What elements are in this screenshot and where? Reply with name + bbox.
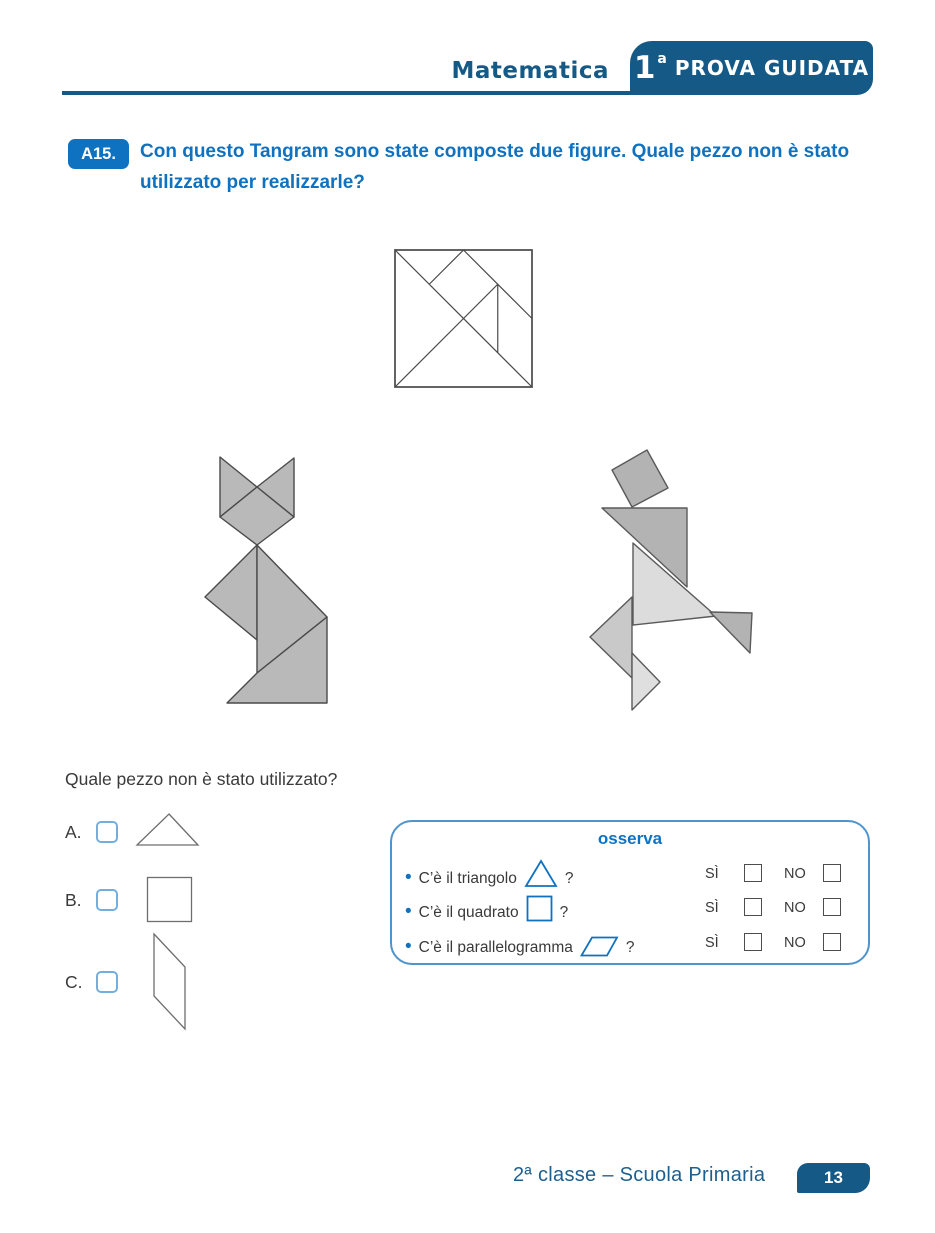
osserva-row-square: [405, 896, 568, 922]
sub-question-text: Quale pezzo non è stato utilizzato?: [65, 769, 338, 789]
question-mark: ?: [559, 904, 569, 921]
parallelogram-no-checkbox[interactable]: [823, 933, 841, 951]
bullet-icon: •: [405, 936, 412, 957]
no-label: NO: [784, 866, 806, 882]
subject-label: Matematica: [451, 58, 609, 84]
no-label: NO: [784, 935, 806, 951]
question-id-badge: A15.: [68, 139, 129, 169]
person-head: [612, 450, 668, 507]
page-number: 13: [824, 1168, 843, 1187]
prova-ordinal: a: [657, 51, 667, 67]
osserva-yesno-square: [705, 896, 855, 918]
parallelogram-yes-checkbox[interactable]: [744, 933, 762, 951]
yes-label: SÌ: [705, 900, 719, 916]
osserva-title: osserva: [597, 829, 663, 848]
option-a-letter: A.: [65, 822, 82, 842]
option-a-checkbox[interactable]: [96, 821, 118, 843]
option-c-checkbox[interactable]: [96, 971, 118, 993]
parallelogram-shape-icon: [152, 932, 187, 1032]
osserva-row-label: C’è il parallelogramma: [418, 939, 573, 956]
question-mark: ?: [564, 870, 574, 887]
osserva-row-label: C’è il triangolo: [418, 870, 517, 887]
osserva-row-triangle: [405, 862, 574, 888]
option-b-letter: B.: [65, 890, 82, 910]
bullet-icon: •: [405, 867, 412, 888]
parallelogram-glyph-icon: [580, 936, 619, 957]
prova-title: PROVA GUIDATA: [674, 56, 870, 80]
option-c-letter: C.: [65, 972, 83, 992]
tangram-cat-figure: [200, 450, 332, 708]
triangle-shape-icon: [135, 811, 201, 849]
no-label: NO: [784, 900, 806, 916]
yes-label: SÌ: [705, 935, 719, 951]
triangle-no-checkbox[interactable]: [823, 864, 841, 882]
question-text: Con questo Tangram sono state composte due figure. Quale pezzo non è stato utilizzato per realizzarle?: [140, 141, 850, 193]
triangle-yes-checkbox[interactable]: [744, 864, 762, 882]
square-shape-icon: [146, 876, 193, 923]
header-rule: [62, 91, 630, 95]
person-hand-triangle: [710, 612, 752, 653]
page-number-badge: [797, 1163, 870, 1193]
tangram-square-figure: [394, 249, 534, 389]
tangram-person-figure: [585, 445, 757, 715]
osserva-row-label: C’è il quadrato: [418, 904, 519, 921]
square-yes-checkbox[interactable]: [744, 898, 762, 916]
question-mark: ?: [625, 939, 635, 956]
bullet-icon: •: [405, 901, 412, 922]
osserva-yesno-parallelogram: [705, 931, 855, 953]
osserva-yesno-triangle: [705, 862, 855, 884]
osserva-box: [390, 820, 870, 965]
footer-label: 2ª classe – Scuola Primaria: [513, 1164, 766, 1186]
triangle-glyph-icon: [524, 859, 558, 888]
prova-guidata-badge: [630, 41, 873, 95]
cat-body-left-triangle: [205, 545, 257, 640]
osserva-row-parallelogram: [405, 931, 634, 957]
prova-number: 1: [633, 49, 656, 86]
yes-label: SÌ: [705, 866, 719, 882]
square-no-checkbox[interactable]: [823, 898, 841, 916]
person-arm-triangle: [590, 597, 632, 678]
option-b-checkbox[interactable]: [96, 889, 118, 911]
square-glyph-icon: [526, 895, 553, 922]
person-leg-triangle: [632, 653, 660, 710]
